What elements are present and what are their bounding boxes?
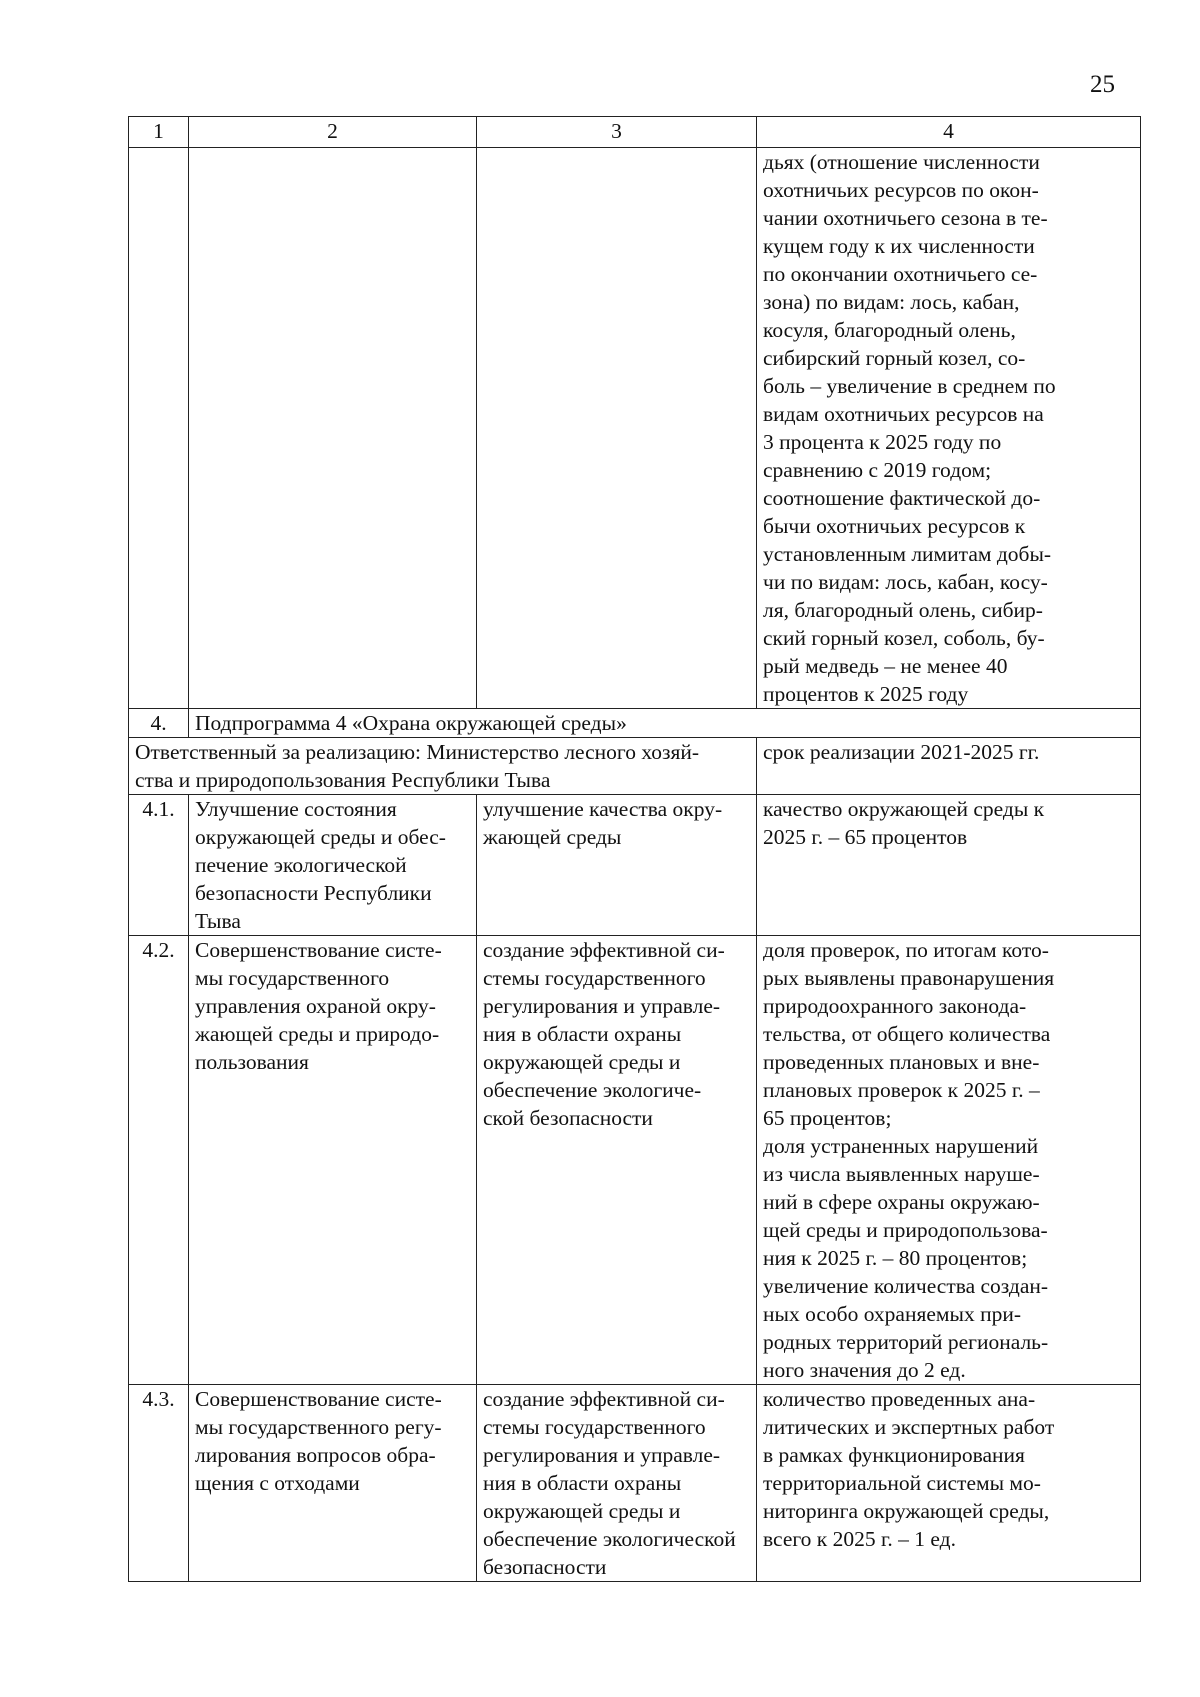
term-cell: срок реализации 2021-2025 гг. (757, 738, 1141, 795)
text-line: ства и природопользования Республики Тыва (135, 768, 551, 792)
text-line: количество проведенных ана- (763, 1387, 1036, 1411)
page-number: 25 (1090, 71, 1115, 98)
continuation-col-3 (477, 148, 757, 709)
text-line: чании охотничьего сезона в те- (763, 206, 1048, 230)
row-number: 4.3. (129, 1385, 189, 1582)
text-line: стемы государственного (483, 1415, 706, 1439)
header-col-4: 4 (757, 117, 1141, 148)
continuation-row (129, 148, 1141, 709)
row-indicator (757, 795, 1141, 936)
text-line: доля устраненных нарушений (763, 1134, 1039, 1158)
text-line: ния в области охраны (483, 1022, 682, 1046)
text-line: мы государственного регу- (195, 1415, 442, 1439)
text-line: стемы государственного (483, 966, 706, 990)
continuation-col-4 (757, 148, 1141, 709)
text-line: Ответственный за реализацию: Министерство лесного хозяй- (135, 740, 700, 764)
text-line: соотношение фактической до- (763, 486, 1041, 510)
section-title: Подпрограмма 4 «Охрана окружающей среды» (189, 709, 1141, 738)
text-line: управления охраной окру- (195, 994, 436, 1018)
text-line: обеспечение экологиче- (483, 1078, 702, 1102)
text-line: литических и экспертных работ (763, 1415, 1055, 1439)
text-line: качество окружающей среды к (763, 797, 1045, 821)
text-line: Совершенствование систе- (195, 1387, 442, 1411)
text-line: дьях (отношение численности (763, 150, 1040, 174)
text-line: в рамках функционирования (763, 1443, 1025, 1467)
text-line: регулирования и управле- (483, 1443, 721, 1467)
text-line: боль – увеличение в среднем по (763, 374, 1056, 398)
text-line: бычи охотничьих ресурсов к (763, 514, 1026, 538)
text-line: природоохранного законода- (763, 994, 1027, 1018)
text-line: установленным лимитам добы- (763, 542, 1052, 566)
text-line: ля, благородный олень, сибир- (763, 598, 1043, 622)
text-line: мы государственного (195, 966, 390, 990)
text-line: окружающей среды и обес- (195, 825, 446, 849)
row-result (477, 795, 757, 936)
row-indicator (757, 936, 1141, 1385)
row-activity (189, 936, 477, 1385)
text-line: ния в области охраны (483, 1471, 682, 1495)
table-row (129, 795, 1141, 936)
text-line: жающей среды и природо- (195, 1022, 440, 1046)
text-line: всего к 2025 г. – 1 ед. (763, 1527, 956, 1551)
text-line: сибирский горный козел, со- (763, 346, 1026, 370)
row-result (477, 1385, 757, 1582)
text-line: по окончании охотничьего се- (763, 262, 1038, 286)
text-line: родных территорий региональ- (763, 1330, 1049, 1354)
text-line: косуля, благородный олень, (763, 318, 1016, 342)
header-col-2: 2 (189, 117, 477, 148)
text-line: проведенных плановых и вне- (763, 1050, 1040, 1074)
row-activity (189, 1385, 477, 1582)
text-line: ский горный козел, соболь, бу- (763, 626, 1045, 650)
text-line: жающей среды (483, 825, 622, 849)
header-col-1: 1 (129, 117, 189, 148)
text-line: щения с отходами (195, 1471, 360, 1495)
text-line: увеличение количества создан- (763, 1274, 1049, 1298)
text-line: кущем году к их численности (763, 234, 1035, 258)
text-line: ниторинга окружающей среды, (763, 1499, 1050, 1523)
responsible-cell (129, 738, 757, 795)
continuation-col-2 (189, 148, 477, 709)
text-line: ного значения до 2 ед. (763, 1358, 966, 1382)
row-indicator (757, 1385, 1141, 1582)
section-number: 4. (129, 709, 189, 738)
text-line: рый медведь – не менее 40 (763, 654, 1008, 678)
table-row (129, 1385, 1141, 1582)
text-line: доля проверок, по итогам кото- (763, 938, 1049, 962)
text-line: плановых проверок к 2025 г. – (763, 1078, 1040, 1102)
text-line: 65 процентов; (763, 1106, 892, 1130)
table-row (129, 936, 1141, 1385)
program-table (128, 116, 1141, 1582)
text-line: 2025 г. – 65 процентов (763, 825, 968, 849)
text-line: сравнению с 2019 годом; (763, 458, 992, 482)
text-line: Тыва (195, 909, 241, 933)
text-line: щей среды и природопользова- (763, 1218, 1048, 1242)
text-line: Совершенствование систе- (195, 938, 442, 962)
section-row (129, 709, 1141, 738)
text-line: обеспечение экологической (483, 1527, 736, 1551)
responsible-row (129, 738, 1141, 795)
text-line: охотничьих ресурсов по окон- (763, 178, 1039, 202)
text-line: создание эффективной си- (483, 938, 725, 962)
text-line: окружающей среды и (483, 1499, 681, 1523)
text-line: безопасности Республики (195, 881, 432, 905)
text-line: пользования (195, 1050, 309, 1074)
text-line: лирования вопросов обра- (195, 1443, 436, 1467)
text-line: процентов к 2025 году (763, 682, 969, 706)
text-line: Улучшение состояния (195, 797, 397, 821)
text-line: печение экологической (195, 853, 407, 877)
text-line: тельства, от общего количества (763, 1022, 1051, 1046)
text-line: улучшение качества окру- (483, 797, 723, 821)
text-line: ных особо охраняемых при- (763, 1302, 1022, 1326)
text-line: окружающей среды и (483, 1050, 681, 1074)
header-col-3: 3 (477, 117, 757, 148)
text-line: ния к 2025 г. – 80 процентов; (763, 1246, 1028, 1270)
row-number: 4.1. (129, 795, 189, 936)
table-header-row (129, 117, 1141, 148)
text-line: из числа выявленных наруше- (763, 1162, 1040, 1186)
text-line: зона) по видам: лось, кабан, (763, 290, 1020, 314)
text-line: ний в сфере охраны окружаю- (763, 1190, 1040, 1214)
text-line: видам охотничьих ресурсов на (763, 402, 1044, 426)
text-line: ской безопасности (483, 1106, 653, 1130)
text-line: 3 процента к 2025 году по (763, 430, 1002, 454)
row-number: 4.2. (129, 936, 189, 1385)
row-activity (189, 795, 477, 936)
continuation-col-1 (129, 148, 189, 709)
row-result (477, 936, 757, 1385)
text-line: регулирования и управле- (483, 994, 721, 1018)
text-line: чи по видам: лось, кабан, косу- (763, 570, 1048, 594)
text-line: безопасности (483, 1555, 607, 1579)
text-line: создание эффективной си- (483, 1387, 725, 1411)
text-line: рых выявлены правонарушения (763, 966, 1055, 990)
text-line: территориальной системы мо- (763, 1471, 1041, 1495)
